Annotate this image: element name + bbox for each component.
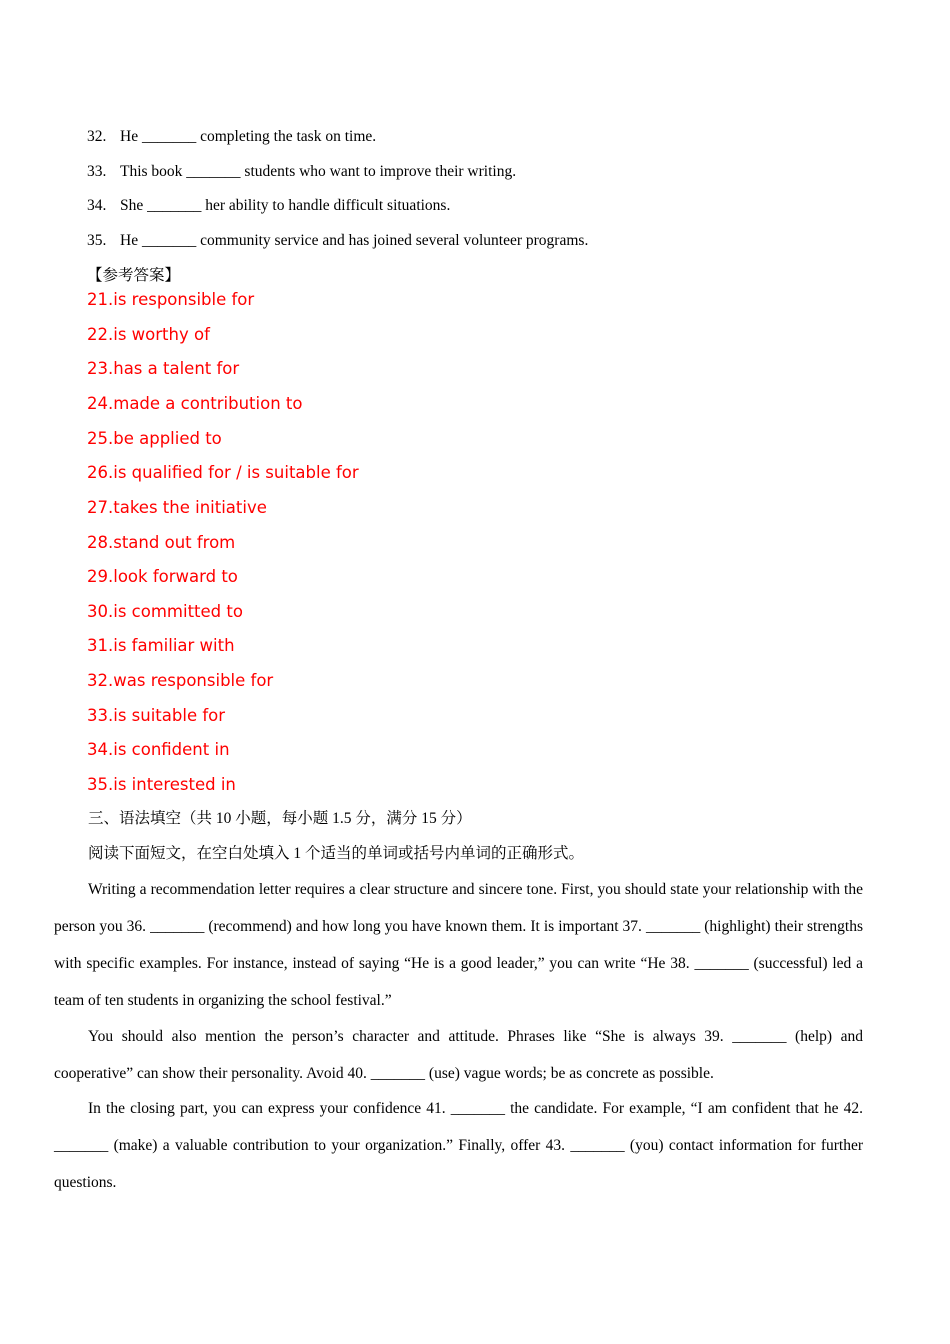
- answer-25: 25.be applied to: [87, 429, 222, 448]
- answer-32: 32.was responsible for: [87, 671, 274, 690]
- question-number: 34.: [87, 197, 107, 214]
- answer-26: 26.is qualified for / is suitable for: [87, 463, 359, 482]
- answer-33: 33.is suitable for: [87, 706, 226, 725]
- question-35: [87, 231, 588, 251]
- question-33: [87, 162, 516, 182]
- question-number: 33.: [87, 163, 107, 180]
- question-text: He _______ community service and has joined several volunteer programs.: [120, 232, 589, 249]
- section-title: 三、语法填空（共 10 小题，每小题 1.5 分，满分 15 分）: [88, 810, 472, 827]
- question-number: 35.: [87, 232, 107, 249]
- answer-27: 27.takes the initiative: [87, 498, 267, 517]
- answer-29: 29.look forward to: [87, 567, 238, 586]
- passage-paragraph-1: Writing a recommendation letter requires a clear structure and sincere tone. First, you should state your relationship with the person you 36. _______ (recommend) and how long you have known them. It is important 37. _______ (highlight) their strengths with specific examples. For instance, instead of saying “He is a good leader,” you can write “He 38. _______ (successful) led a team of ten students in organizing the school festival.”: [54, 881, 863, 1009]
- question-text: This book _______ students who want to improve their writing.: [120, 163, 517, 180]
- answer-31: 31.is familiar with: [87, 636, 235, 655]
- answer-23: 23.has a talent for: [87, 359, 240, 378]
- question-number: 32.: [87, 128, 107, 145]
- answer-24: 24.made a contribution to: [87, 394, 303, 413]
- answer-28: 28.stand out from: [87, 533, 236, 552]
- answer-21: 21.is responsible for: [87, 290, 255, 309]
- question-32: [87, 127, 376, 147]
- answers-heading: 【参考答案】: [87, 267, 181, 284]
- section-instruction: 阅读下面短文，在空白处填入 1 个适当的单词或括号内单词的正确形式。: [88, 845, 585, 862]
- question-34: [87, 196, 450, 216]
- answer-30: 30.is committed to: [87, 602, 243, 621]
- answer-34: 34.is confident in: [87, 740, 230, 759]
- passage-paragraph-3: In the closing part, you can express your confidence 41. _______ the candidate. For example, “I am confident that he 42. _______ (make) a valuable contribution to your organization.” Finally, offer 43. _______ (you) contact information for further questions.: [54, 1100, 863, 1191]
- question-text: He _______ completing the task on time.: [120, 128, 377, 145]
- passage-paragraph-2: You should also mention the person’s character and attitude. Phrases like “She is always 39. _______ (help) and cooperative” can show their personality. Avoid 40. _______ (use) vague words; be as concrete as possible.: [54, 1028, 863, 1082]
- question-text: She _______ her ability to handle difficult situations.: [120, 197, 451, 214]
- answer-35: 35.is interested in: [87, 775, 236, 794]
- answer-22: 22.is worthy of: [87, 325, 210, 344]
